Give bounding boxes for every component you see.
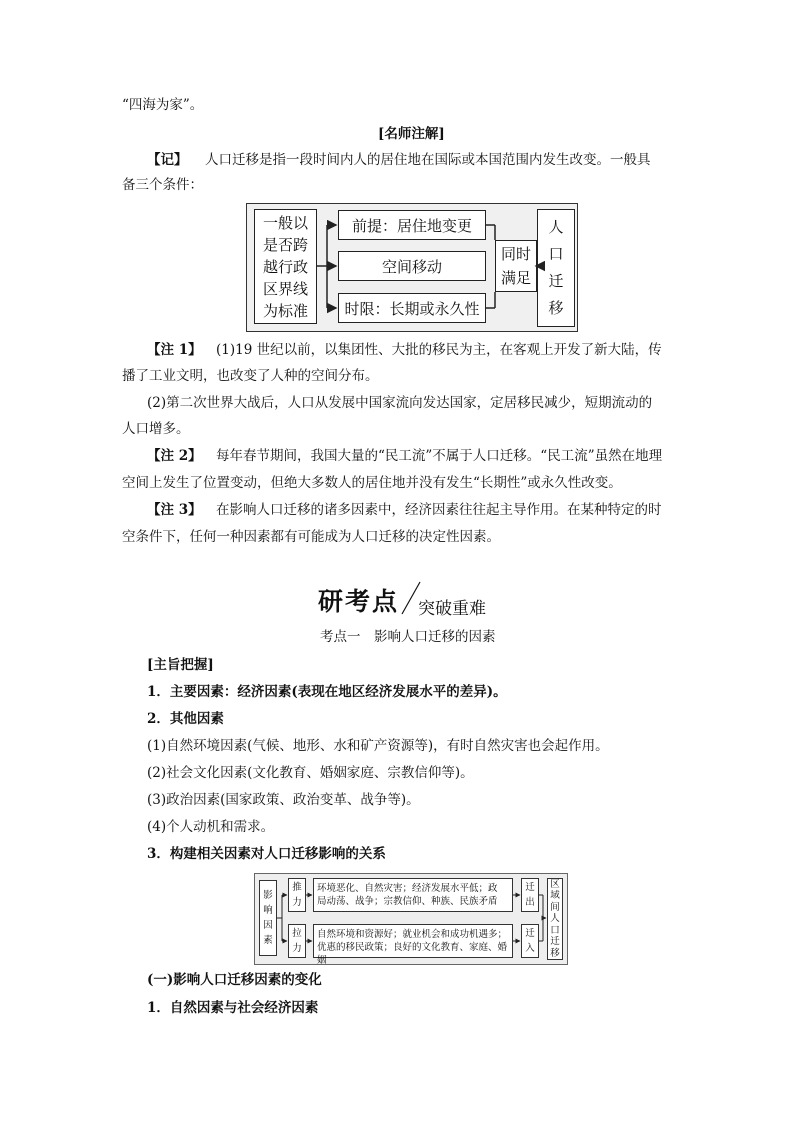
note1-tag: 【注 1】 bbox=[147, 342, 202, 358]
premise-box: 前提：居住地变更 bbox=[338, 210, 486, 240]
criterion-line: 一般以 bbox=[262, 213, 308, 232]
criterion-line: 越行政 bbox=[262, 257, 308, 276]
section-big-title: 研考点 bbox=[318, 587, 400, 616]
note-ji-tag: 【记】 bbox=[147, 152, 188, 168]
result-char: 域 bbox=[550, 890, 560, 902]
factor-char: 因 bbox=[263, 920, 273, 931]
item-2: 2．其他因素 bbox=[147, 711, 224, 727]
kaodian-title: 考点一 影响人口迁移的因素 bbox=[320, 629, 496, 645]
result-char: 口 bbox=[548, 245, 564, 263]
criterion-line: 为标准 bbox=[262, 301, 308, 320]
note-ji-line1: 人口迁移是指一段时间内人的居住地在国际或本国范围内发生改变。一般具 bbox=[205, 152, 651, 168]
time-box: 时限：长期或永久性 bbox=[338, 293, 486, 323]
note3-line2: 空条件下，任何一种因素都有可能成为人口迁移的决定性因素。 bbox=[122, 529, 500, 545]
factor-char: 影 bbox=[263, 890, 273, 901]
result-char: 人 bbox=[548, 218, 564, 236]
zhuzhi-heading: [主旨把握] bbox=[147, 657, 214, 673]
push-char: 推 bbox=[292, 882, 302, 893]
sub-item-1: 1．自然因素与社会经济因素 bbox=[147, 1000, 319, 1016]
intro-line: “四海为家”。 bbox=[122, 97, 204, 113]
item-2-1: (1)自然环境因素(气候、地形、水和矿产资源等)，有时自然灾害也会起作用。 bbox=[147, 738, 609, 754]
note3-line1: 在影响人口迁移的诸多因素中，经济因素往往起主导作用。在某种特定的时 bbox=[216, 502, 662, 518]
note3-tag: 【注 3】 bbox=[147, 502, 202, 518]
factor-char: 响 bbox=[263, 905, 273, 916]
factors-diagram bbox=[254, 873, 568, 965]
result-char: 区 bbox=[550, 878, 560, 890]
result-char: 移 bbox=[550, 947, 560, 959]
push-text-line: 局动荡、战争；宗教信仰、种族、民族矛盾 bbox=[317, 896, 498, 907]
factor-char: 素 bbox=[263, 935, 273, 946]
in-char: 入 bbox=[525, 943, 535, 954]
result-char: 移 bbox=[548, 299, 564, 317]
diagram2-connectors bbox=[255, 874, 567, 964]
criterion-line: 是否跨 bbox=[262, 235, 308, 254]
item-2-2: (2)社会文化因素(文化教育、婚姻家庭、宗教信仰等)。 bbox=[147, 765, 474, 781]
item-2-3: (3)政治因素(国家政策、政治变革、战争等)。 bbox=[147, 792, 420, 808]
result-char: 迁 bbox=[548, 272, 564, 290]
result-char: 迁 bbox=[550, 936, 560, 948]
push-text-line: 环境恶化、自然灾害；经济发展水平低；政 bbox=[317, 883, 498, 894]
note2-line2: 空间上发生了位置变动，但绝大多数人的居住地并没有发生“长期性”或永久性改变。 bbox=[122, 475, 622, 491]
pull-text-line: 自然环境和资源好；就业机会和成功机遇多； bbox=[317, 929, 508, 940]
pull-text-line: 优惠的移民政策；良好的文化教育、家庭、婚姻 bbox=[317, 942, 508, 966]
sub-heading: (一)影响人口迁移因素的变化 bbox=[147, 972, 322, 988]
result-char: 口 bbox=[550, 924, 560, 936]
push-char: 力 bbox=[292, 897, 302, 908]
note1-line1: (1)19 世纪以前，以集团性、大批的移民为主，在客观上开发了新大陆，传 bbox=[216, 342, 662, 358]
note1-line2: 播了工业文明，也改变了人种的空间分布。 bbox=[122, 368, 379, 384]
section-small-title: 突破重难 bbox=[418, 599, 486, 619]
criterion-line: 区界线 bbox=[262, 279, 308, 298]
note-heading: [名师注解] bbox=[378, 126, 445, 142]
both-line: 同时 bbox=[500, 245, 531, 263]
note-ji-line2: 备三个条件： bbox=[122, 177, 203, 193]
note2-tag: 【注 2】 bbox=[147, 448, 202, 464]
result-char: 人 bbox=[550, 913, 560, 925]
out-char: 出 bbox=[525, 897, 535, 908]
item-3: 3．构建相关因素对人口迁移影响的关系 bbox=[147, 846, 386, 862]
note1-p2-line2: 人口增多。 bbox=[122, 421, 190, 437]
pull-char: 拉 bbox=[292, 928, 302, 939]
migration-conditions-diagram bbox=[246, 203, 578, 332]
result-char: 间 bbox=[550, 901, 560, 913]
section-heading bbox=[318, 580, 508, 620]
item-2-4: (4)个人动机和需求。 bbox=[147, 819, 275, 835]
pull-char: 力 bbox=[292, 943, 302, 954]
item-1: 1．主要因素：经济因素(表现在地区经济发展水平的差异)。 bbox=[147, 684, 507, 700]
out-char: 迁 bbox=[525, 882, 535, 893]
note2-line1: 每年春节期间，我国大量的“民工流”不属于人口迁移。“民工流”虽然在地理 bbox=[216, 448, 663, 464]
space-box: 空间移动 bbox=[338, 251, 486, 281]
diagram1-connectors bbox=[247, 204, 577, 331]
note1-p2-line1: (2)第二次世界大战后，人口从发展中国家流向发达国家，定居移民减少，短期流动的 bbox=[147, 395, 653, 411]
both-line: 满足 bbox=[500, 269, 531, 287]
in-char: 迁 bbox=[525, 928, 535, 939]
